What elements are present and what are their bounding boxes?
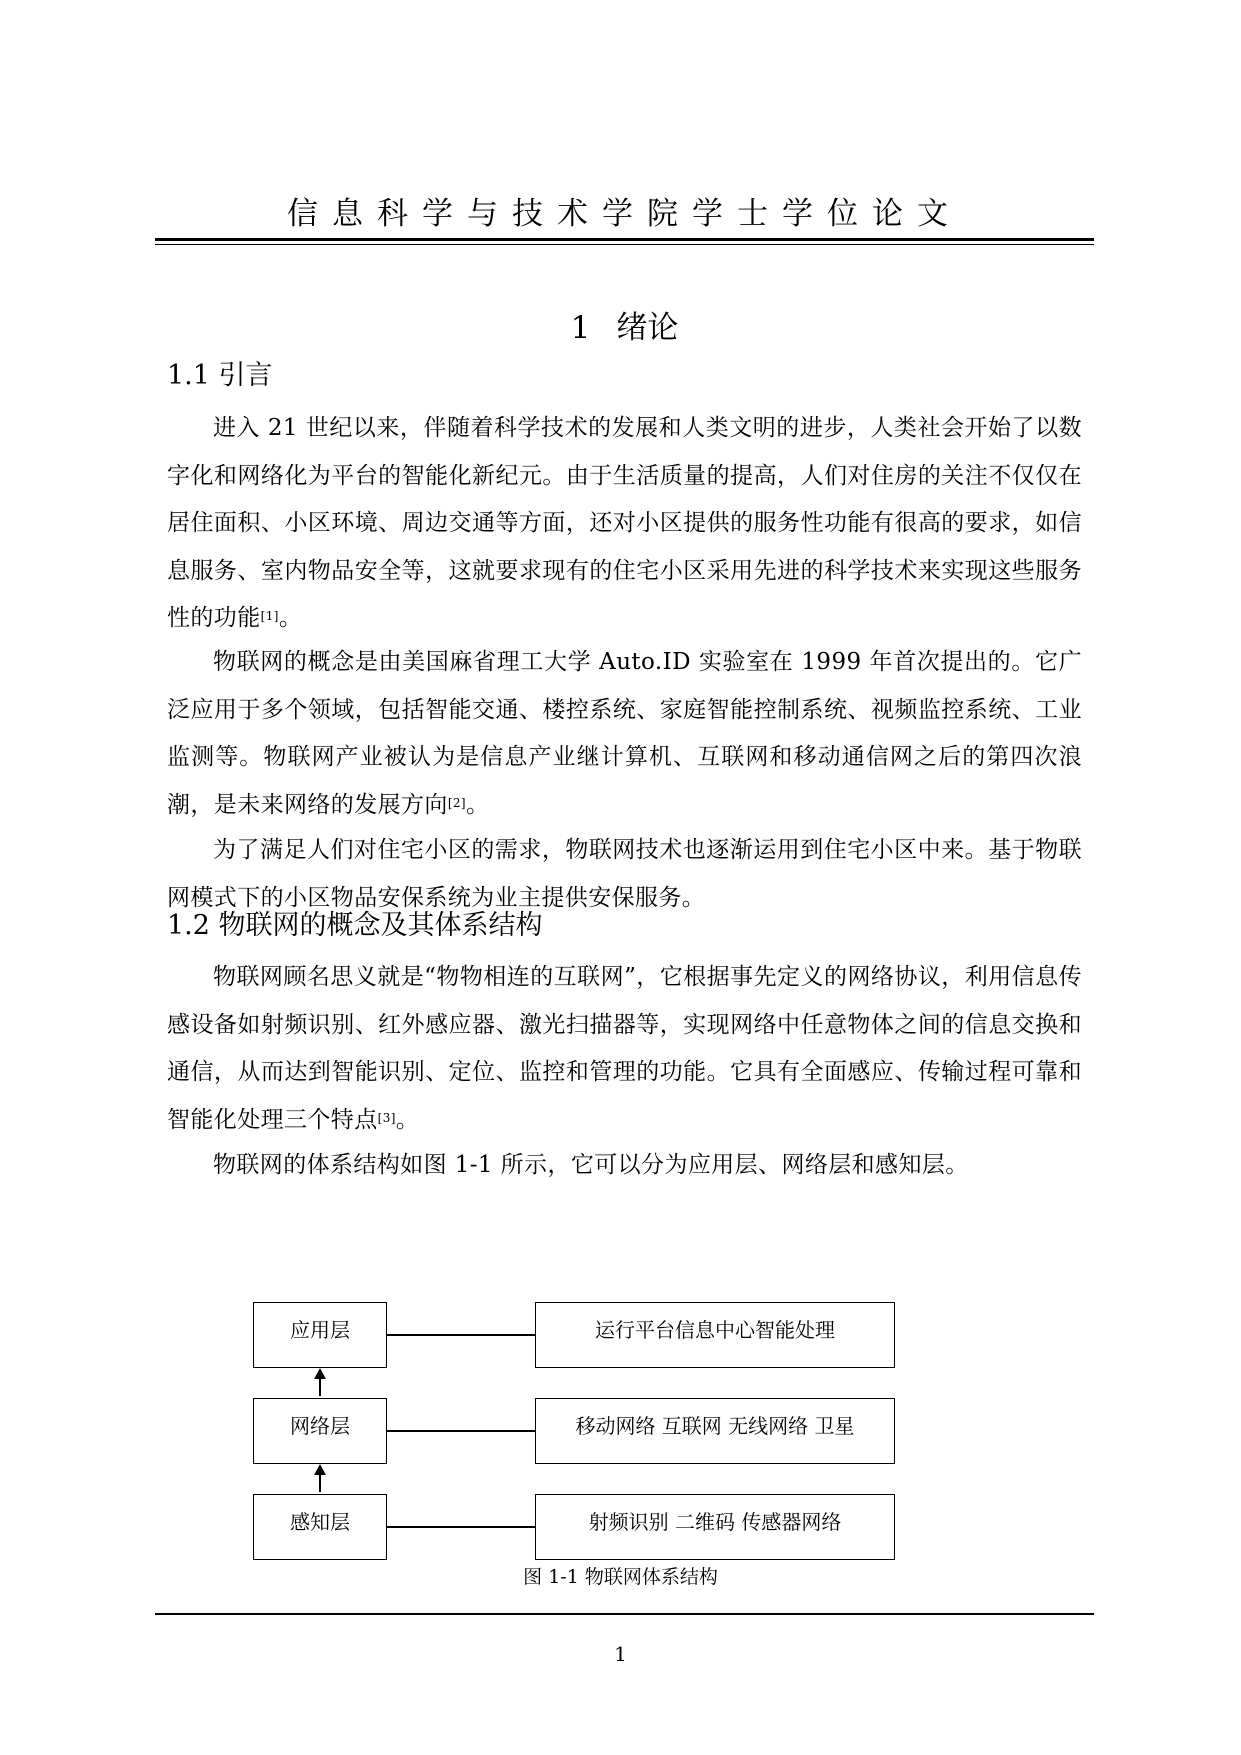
paragraph-3-text: 为了满足人们对住宅小区的需求，物联网技术也逐渐运用到住宅小区中来。基于物联网模式下的小区物品安保系统为业主提供安保服务。 <box>167 837 1082 911</box>
footer-rule <box>155 1613 1094 1615</box>
arrow-shaft-upper <box>319 1378 321 1396</box>
layer-desc-network: 移动网络 互联网 无线网络 卫星 <box>535 1398 895 1464</box>
layer-box-perception: 感知层 <box>253 1494 387 1560</box>
section-heading-1-1: 1.1 引言 <box>167 360 273 391</box>
citation-2: [2] <box>447 795 467 810</box>
paragraph-1-text: 进入 21 世纪以来，伴随着科学技术的发展和人类文明的进步，人类社会开始了以数字化和网络化为平台的智能化新纪元。由于生活质量的提高，人们对住房的关注不仅仅在居住面积、小区环境、周边交通等方面，还对小区提供的服务性功能有很高的要求，如信息服务、室内物品安全等，这就要求现有的住宅小区采用先进的科学技术来实现这些服务性的功能 <box>167 415 1082 632</box>
arrow-up-icon <box>314 1464 326 1475</box>
paragraph-5-text: 物联网的体系结构如图 1-1 所示，它可以分为应用层、网络层和感知层。 <box>213 1152 969 1178</box>
paragraph-2-end: 。 <box>466 791 490 818</box>
paragraph-1-end: 。 <box>278 605 303 632</box>
paragraph-2-text: 物联网的概念是由美国麻省理工大学 Auto.ID 实验室在 1999 年首次提出的。它广泛应用于多个领域，包括智能交通、楼控系统、家庭智能控制系统、视频监控系统、工业监测等。物联网产业被认为是信息产业继计算机、互联网和移动通信网之后的第四次浪潮，是未来网络的发展方向 <box>167 649 1082 818</box>
paragraph-2 <box>167 639 1082 829</box>
chapter-title <box>155 308 1094 348</box>
header-rule-thick <box>155 238 1094 241</box>
section-heading-1-2: 1.2 物联网的概念及其体系结构 <box>167 910 543 941</box>
layer-box-network: 网络层 <box>253 1398 387 1464</box>
header-rule-thin <box>155 244 1094 245</box>
paragraph-1 <box>167 405 1082 643</box>
connector-network <box>387 1430 535 1432</box>
paragraph-4-end: 。 <box>395 1106 420 1133</box>
arrow-shaft-lower <box>319 1474 321 1492</box>
layer-desc-application: 运行平台信息中心智能处理 <box>535 1302 895 1368</box>
layer-desc-perception: 射频识别 二维码 传感器网络 <box>535 1494 895 1560</box>
figure-caption: 图 1-1 物联网体系结构 <box>523 1566 718 1588</box>
connector-application <box>387 1334 535 1336</box>
chapter-number: 1 <box>570 310 591 346</box>
paragraph-4 <box>167 954 1082 1144</box>
layer-box-application: 应用层 <box>253 1302 387 1368</box>
page-number: 1 <box>614 1642 627 1666</box>
citation-3: [3] <box>377 1110 396 1125</box>
chapter-name: 绪论 <box>616 310 679 346</box>
connector-perception <box>387 1526 535 1528</box>
paragraph-4-text: 物联网顾名思义就是“物物相连的互联网”，它根据事先定义的网络协议，利用信息传感设备如射频识别、红外感应器、激光扫描器等，实现网络中任意物体之间的信息交换和通信，从而达到智能识别、定位、监控和管理的功能。它具有全面感应、传输过程可靠和智能化处理三个特点 <box>167 964 1082 1133</box>
arrow-up-icon <box>314 1368 326 1379</box>
paragraph-5 <box>167 1142 1082 1190</box>
running-header: 信息科学与技术学院学士学位论文 <box>287 196 962 232</box>
citation-1: [1] <box>260 609 279 624</box>
